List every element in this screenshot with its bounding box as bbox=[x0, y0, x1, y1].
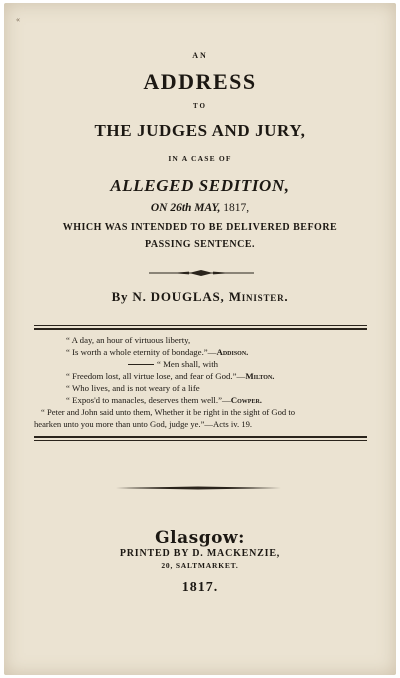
dash-rule bbox=[128, 364, 154, 365]
rule-top-1 bbox=[34, 325, 367, 326]
epigraph-text: “ Freedom lost, all virtue lose, and fear of God.”— bbox=[66, 371, 246, 381]
epigraph-text: “ Who lives, and is not weary of a life bbox=[66, 383, 200, 393]
title-date bbox=[4, 202, 396, 214]
title-page bbox=[4, 3, 396, 675]
epigraph-text: “ Is worth a whole eternity of bondage.”— bbox=[66, 347, 217, 357]
epigraph-source: Milton. bbox=[245, 371, 275, 381]
epigraph-line bbox=[66, 347, 248, 358]
title-alleged-sedition: ALLEGED SEDITION, bbox=[110, 176, 290, 195]
author-role: Minister. bbox=[228, 289, 289, 304]
rule-top-2 bbox=[34, 328, 367, 330]
epigraph-source: Cowper. bbox=[230, 395, 262, 405]
epigraph-line bbox=[66, 383, 200, 394]
title-an: AN bbox=[192, 51, 208, 60]
epigraph-source: Addison. bbox=[216, 347, 249, 357]
author-name: By N. DOUGLAS, bbox=[111, 289, 225, 304]
ornament-rule bbox=[116, 485, 281, 491]
imprint-printer: PRINTED BY D. MACKENZIE, bbox=[119, 548, 281, 559]
intended-line-2: PASSING SENTENCE. bbox=[144, 239, 255, 250]
imprint-city: Glasgow: bbox=[155, 528, 245, 548]
title-case-of: IN A CASE OF bbox=[168, 154, 232, 163]
epigraph-line bbox=[34, 419, 252, 430]
epigraph-text: “ Expos'd to manacles, deserves them well.”— bbox=[66, 395, 231, 405]
epigraph-line bbox=[41, 407, 295, 418]
date-year: 1817, bbox=[223, 202, 250, 214]
date-on: ON bbox=[150, 202, 168, 214]
epigraph-line bbox=[128, 359, 218, 370]
epigraph-text: “ Peter and John said unto them, Whether it be right in the sight of God to bbox=[41, 407, 296, 417]
epigraph-line bbox=[66, 395, 262, 406]
epigraph-text: hearken unto you more than unto God, judge ye.”—Acts iv. 19. bbox=[34, 419, 253, 429]
rule-bottom-2 bbox=[34, 440, 367, 441]
rule-bottom-1 bbox=[34, 436, 367, 438]
intended-line-1: WHICH WAS INTENDED TO BE DELIVERED BEFORE bbox=[62, 222, 338, 233]
imprint-year: 1817. bbox=[181, 580, 219, 595]
imprint-street: 20, SALTMARKET. bbox=[161, 561, 239, 570]
epigraph-line bbox=[66, 335, 190, 346]
ornament-divider bbox=[149, 269, 254, 277]
author-line bbox=[4, 289, 396, 305]
epigraph-text: “ Men shall, with bbox=[157, 359, 219, 369]
title-judges-jury: THE JUDGES AND JURY, bbox=[94, 121, 306, 140]
epigraph-text: “ A day, an hour of virtuous liberty, bbox=[66, 335, 191, 345]
date-day: 26th MAY, bbox=[170, 202, 221, 214]
title-address: ADDRESS bbox=[143, 69, 257, 94]
corner-mark: « bbox=[16, 15, 20, 24]
epigraph-line bbox=[66, 371, 275, 382]
title-to: TO bbox=[193, 102, 207, 110]
